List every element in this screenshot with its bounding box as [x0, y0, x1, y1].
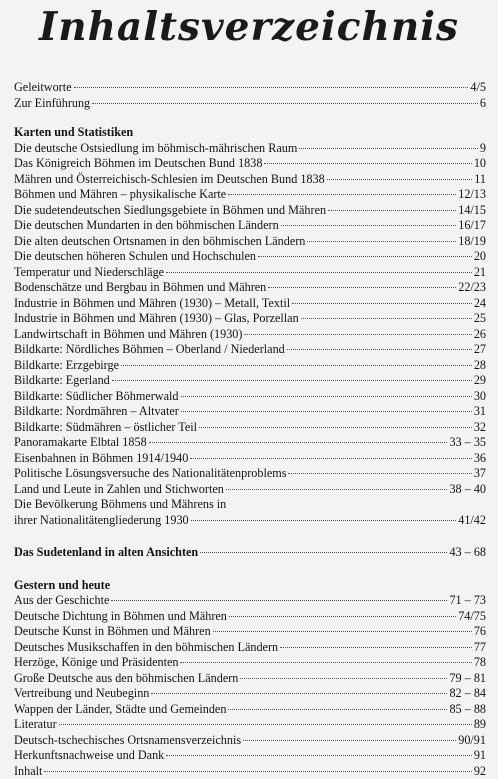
toc-entry — [14, 327, 486, 343]
toc-entry — [14, 342, 486, 358]
dot-leader — [166, 272, 472, 273]
toc-entry — [14, 296, 486, 312]
toc-entry — [14, 218, 486, 234]
dot-leader — [307, 241, 456, 242]
toc-entry — [14, 466, 486, 482]
toc-entry-page: 21 — [474, 265, 486, 281]
toc-entry — [14, 234, 486, 250]
toc-entry — [14, 187, 486, 203]
dot-leader — [228, 709, 447, 710]
intro-entries — [14, 80, 486, 111]
page-title: Inhaltsverzeichnis — [0, 4, 498, 50]
toc-entry — [14, 640, 486, 656]
dot-leader — [228, 194, 456, 195]
toc-entry-text: Bildkarte: Nordmähren – Altvater — [14, 404, 179, 420]
dot-leader — [191, 520, 457, 521]
toc-entry — [14, 764, 486, 779]
toc-entry-text: Landwirtschaft in Böhmen und Mähren (1930) — [14, 327, 242, 343]
toc-entry-page: 85 – 88 — [449, 702, 486, 718]
toc-entry-page: 76 — [474, 624, 486, 640]
dot-leader — [268, 287, 456, 288]
dot-leader — [92, 103, 478, 104]
toc-entry-page: 33 – 35 — [449, 435, 486, 451]
toc-entry-page: 82 – 84 — [449, 686, 486, 702]
toc-entry-page: 30 — [474, 389, 486, 405]
toc-entry-text: Die sudetendeutschen Siedlungsgebiete in Böhmen und Mähren — [14, 203, 326, 219]
toc-entry-text: Panoramakarte Elbtal 1858 — [14, 435, 147, 451]
toc-entry-page: 91 — [474, 748, 486, 764]
toc-entry — [14, 420, 486, 436]
section-heading-karten: Karten und Statistiken — [14, 125, 486, 141]
toc-entry-text: Deutsche Kunst in Böhmen und Mähren — [14, 624, 211, 640]
toc-entry-page: 31 — [474, 404, 486, 420]
toc-entry-page: 12/13 — [458, 187, 486, 203]
toc-entry — [14, 141, 486, 157]
toc-entry-page: 14/15 — [458, 203, 486, 219]
toc-entry-text: Bildkarte: Südmähren – östlicher Teil — [14, 420, 197, 436]
toc-entry-page: 74/75 — [458, 609, 486, 625]
dot-leader — [180, 662, 471, 663]
toc-entry-text: Vertreibung und Neubeginn — [14, 686, 149, 702]
toc-entry-text: Bildkarte: Südlicher Böhmerwald — [14, 389, 179, 405]
toc-entry — [14, 389, 486, 405]
dot-leader — [213, 631, 472, 632]
toc-entry — [14, 717, 486, 733]
toc-entry-text: Geleitworte — [14, 80, 72, 96]
toc-entry-page: 26 — [474, 327, 486, 343]
dot-leader — [280, 647, 472, 648]
dot-leader — [229, 616, 456, 617]
toc-entry — [14, 404, 486, 420]
dot-leader — [44, 771, 471, 772]
toc-entry — [14, 748, 486, 764]
toc-entry-text: ihrer Nationalitätengliederung 1930 — [14, 513, 189, 529]
toc-entry — [14, 609, 486, 625]
toc-entry — [14, 265, 486, 281]
toc-entry — [14, 671, 486, 687]
toc-entry-text: Zur Einführung — [14, 96, 90, 112]
toc-entry-text: Wappen der Länder, Städte und Gemeinden — [14, 702, 226, 718]
toc-entry — [14, 451, 486, 467]
toc-entry-text: Die alten deutschen Ortsnamen in den böhmischen Ländern — [14, 234, 305, 250]
dot-leader — [292, 303, 472, 304]
toc-entry-text: Deutsche Dichtung in Böhmen und Mähren — [14, 609, 227, 625]
dot-leader — [240, 678, 447, 679]
toc-entry-page: 27 — [474, 342, 486, 358]
toc-entry-text: Bodenschätze und Bergbau in Böhmen und Mähren — [14, 280, 266, 296]
dot-leader — [226, 489, 448, 490]
dot-leader — [59, 724, 472, 725]
toc-entry-text: Land und Leute in Zahlen und Stichworten — [14, 482, 224, 498]
section-gestern-entries — [14, 593, 486, 779]
toc-entry-page: 11 — [474, 172, 486, 188]
toc-entry — [14, 655, 486, 671]
toc-entry — [14, 156, 486, 172]
dot-leader — [258, 256, 472, 257]
dot-leader — [190, 458, 471, 459]
dot-leader — [287, 349, 472, 350]
toc-entry-page: 16/17 — [458, 218, 486, 234]
dot-leader — [112, 380, 472, 381]
toc-entry-page: 71 – 73 — [449, 593, 486, 609]
dot-leader — [74, 87, 469, 88]
toc-entry-text: Inhalt — [14, 764, 42, 779]
toc-entry-page: 6 — [480, 96, 486, 112]
toc-entry — [14, 593, 486, 609]
toc-entry-page: 92 — [474, 764, 486, 779]
dot-leader — [181, 396, 472, 397]
toc-entry — [14, 482, 486, 498]
dot-leader — [181, 411, 472, 412]
toc-entry — [14, 435, 486, 451]
toc-entry — [14, 686, 486, 702]
toc-entry-text: Das Königreich Böhmen im Deutschen Bund 1838 — [14, 156, 262, 172]
dot-leader — [199, 427, 472, 428]
toc-entry-text: Industrie in Böhmen und Mähren (1930) – Metall, Textil — [14, 296, 290, 312]
toc-entry-page: 18/19 — [458, 234, 486, 250]
toc-entry — [14, 96, 486, 112]
toc-entry — [14, 373, 486, 389]
toc-entry — [14, 172, 486, 188]
toc-entry-text: Die deutschen höheren Schulen und Hochschulen — [14, 249, 256, 265]
toc-entry-text: Bildkarte: Erzgebirge — [14, 358, 119, 374]
toc-entry — [14, 733, 486, 749]
toc-entry — [14, 702, 486, 718]
dot-leader — [149, 442, 448, 443]
toc-entry-text: Industrie in Böhmen und Mähren (1930) – Glas, Porzellan — [14, 311, 299, 327]
toc-entry-page: 22/23 — [458, 280, 486, 296]
dot-leader — [281, 225, 457, 226]
dot-leader — [121, 365, 472, 366]
toc-entry — [14, 513, 486, 529]
section-karten-entries — [14, 141, 486, 498]
section-heading-sudetenland — [14, 545, 486, 561]
toc-entry — [14, 624, 486, 640]
toc-entry-text: Eisenbahnen in Böhmen 1914/1940 — [14, 451, 188, 467]
toc-entry-text: Die deutsche Ostsiedlung im böhmisch-mährischen Raum — [14, 141, 297, 157]
dot-leader — [288, 473, 471, 474]
toc-entry-text: Temperatur und Niederschläge — [14, 265, 164, 281]
section-heading-gestern: Gestern und heute — [14, 578, 486, 594]
toc-entry-text: Aus der Geschichte — [14, 593, 109, 609]
toc-entry-text: Literatur — [14, 717, 57, 733]
toc-entry-text: Die deutschen Mundarten in den böhmischen Ländern — [14, 218, 279, 234]
toc-entry — [14, 358, 486, 374]
toc-entry — [14, 311, 486, 327]
toc-entry — [14, 280, 486, 296]
toc-entry-page: 4/5 — [470, 80, 486, 96]
toc-entry-page: 32 — [474, 420, 486, 436]
dot-leader — [328, 210, 456, 211]
toc-entry-text: Politische Lösungsversuche des Nationalitätenproblems — [14, 466, 286, 482]
toc-entry-page: 9 — [480, 141, 486, 157]
toc-entry-text: Die Bevölkerung Böhmens und Mährens in — [14, 497, 226, 513]
table-of-contents — [14, 80, 486, 779]
toc-entry-page: 25 — [474, 311, 486, 327]
toc-entry-text: Bildkarte: Egerland — [14, 373, 110, 389]
toc-entry-page: 89 — [474, 717, 486, 733]
toc-entry-page: 10 — [474, 156, 486, 172]
dot-leader — [166, 755, 472, 756]
toc-entry-text: Deutsches Musikschaffen in den böhmischen Ländern — [14, 640, 278, 656]
toc-entry — [14, 203, 486, 219]
dot-leader — [264, 163, 471, 164]
toc-entry-page: 24 — [474, 296, 486, 312]
toc-entry-text: Große Deutsche aus den böhmischen Ländern — [14, 671, 238, 687]
toc-entry-text: Böhmen und Mähren – physikalische Karte — [14, 187, 226, 203]
toc-entry-text: Mähren und Österreichisch-Schlesien im Deutschen Bund 1838 — [14, 172, 325, 188]
dot-leader — [111, 600, 447, 601]
toc-entry-page: 43 – 68 — [449, 545, 486, 561]
toc-entry-page: 77 — [474, 640, 486, 656]
dot-leader — [301, 318, 472, 319]
dot-leader — [244, 334, 471, 335]
toc-entry — [14, 80, 486, 96]
toc-entry-page: 28 — [474, 358, 486, 374]
dot-leader — [327, 179, 473, 180]
toc-entry-page: 29 — [474, 373, 486, 389]
toc-entry-page: 37 — [474, 466, 486, 482]
dot-leader — [243, 740, 456, 741]
toc-entry-page: 41/42 — [458, 513, 486, 529]
toc-entry-text: Bildkarte: Nördliches Böhmen – Oberland / Niederland — [14, 342, 285, 358]
toc-entry-text: Das Sudetenland in alten Ansichten — [14, 545, 198, 561]
dot-leader — [299, 148, 478, 149]
dot-leader — [200, 552, 447, 553]
toc-entry-page: 79 – 81 — [449, 671, 486, 687]
toc-entry — [14, 497, 486, 513]
toc-entry-page: 36 — [474, 451, 486, 467]
toc-entry-text: Herzöge, Könige und Präsidenten — [14, 655, 178, 671]
toc-entry — [14, 249, 486, 265]
toc-entry-page: 78 — [474, 655, 486, 671]
dot-leader — [151, 693, 447, 694]
toc-entry-page: 90/91 — [458, 733, 486, 749]
toc-entry-text: Deutsch-tschechisches Ortsnamensverzeichnis — [14, 733, 241, 749]
toc-entry-text: Herkunftsnachweise und Dank — [14, 748, 164, 764]
toc-entry-page: 20 — [474, 249, 486, 265]
toc-entry-page: 38 – 40 — [449, 482, 486, 498]
